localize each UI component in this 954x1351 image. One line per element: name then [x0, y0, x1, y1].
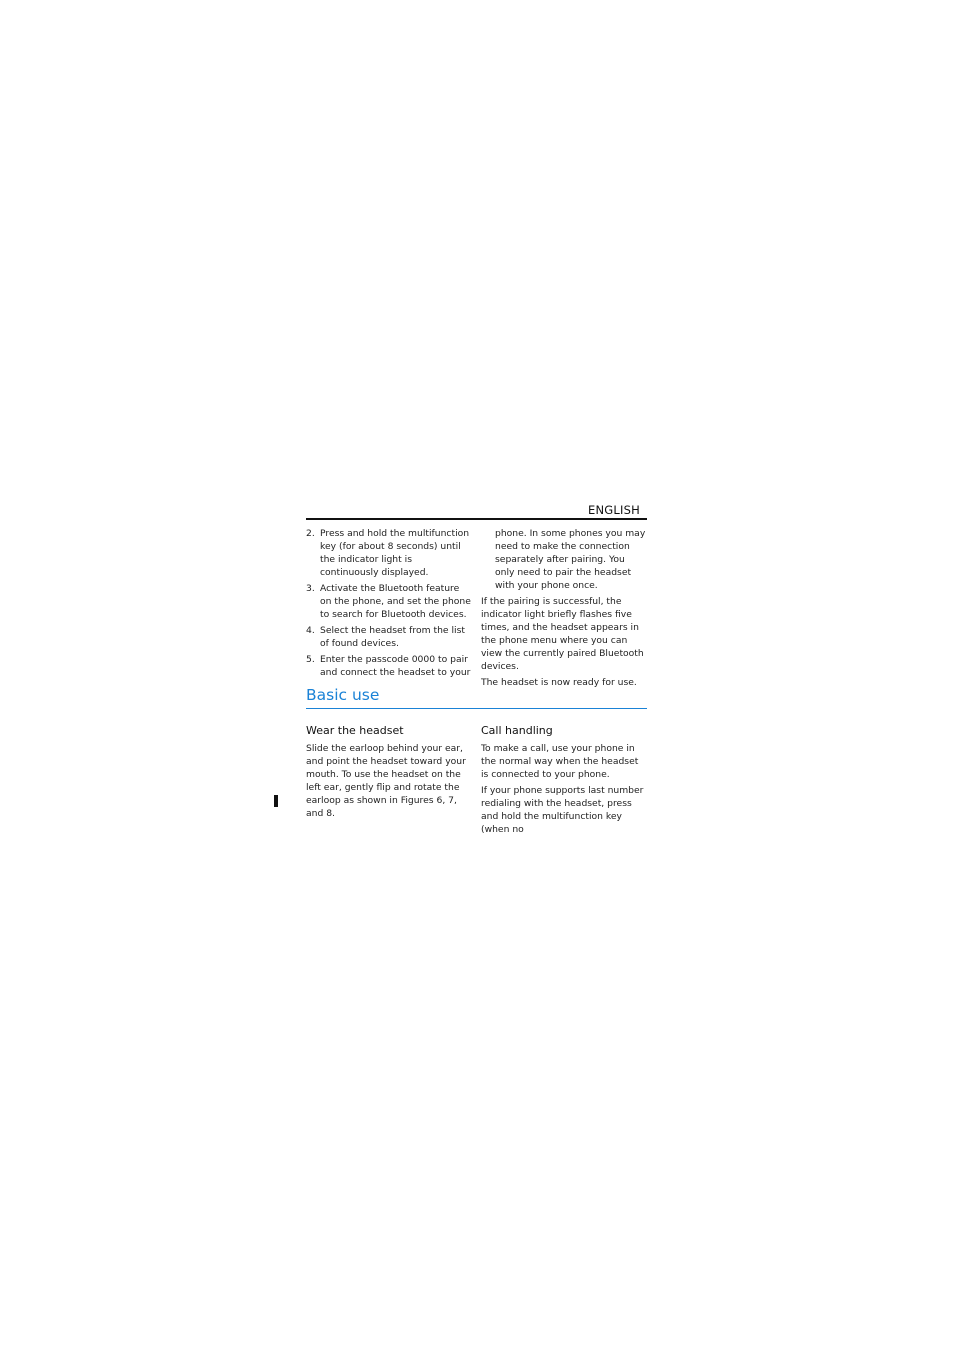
list-item — [306, 527, 472, 579]
step-text: Press and hold the multifunction key (for about 8 seconds) until the indicator light is continuously displayed. — [320, 528, 470, 578]
list-item — [306, 582, 472, 621]
step-text: Activate the Bluetooth feature on the phone, and set the phone to search for Bluetooth devices. — [320, 583, 471, 620]
call-handling-heading: Call handling — [481, 724, 553, 737]
step-text: Select the headset from the list of found devices. — [320, 625, 465, 649]
right-column — [481, 527, 647, 692]
list-item — [306, 653, 472, 679]
step-text: Enter the passcode 0000 to pair and connect the headset to your — [320, 654, 471, 678]
section-title: Basic use — [306, 686, 380, 704]
wear-headset-body: Slide the earloop behind your ear, and point the headset toward your mouth. To use the headset on the left ear, gently flip and rotate the earloop as shown in Figures 6, 7, and 8. — [306, 743, 466, 819]
step-number: 3. — [306, 583, 315, 594]
step-number: 5. — [306, 654, 315, 665]
ready-paragraph: The headset is now ready for use. — [481, 677, 637, 688]
step-5-continuation: phone. In some phones you may need to make the connection separately after pairing. You only need to pair the headset with your phone once. — [495, 528, 646, 591]
pairing-success-paragraph: If the pairing is successful, the indicator light briefly flashes five times, and the headset appears in the phone menu where you can view the currently paired Bluetooth devices. — [481, 596, 644, 672]
wear-headset-heading: Wear the headset — [306, 724, 404, 737]
change-bar-marker — [274, 795, 278, 807]
call-handling-section — [481, 724, 647, 839]
section-divider — [306, 708, 647, 709]
pairing-steps-list — [306, 527, 472, 682]
list-item — [306, 624, 472, 650]
header-divider — [306, 518, 647, 520]
wear-headset-section — [306, 724, 472, 823]
step-number: 2. — [306, 528, 315, 539]
call-handling-paragraph-2: If your phone supports last number redialing with the headset, press and hold the multifunction key (when no — [481, 785, 644, 835]
step-number: 4. — [306, 625, 315, 636]
language-header: ENGLISH — [588, 503, 640, 517]
call-handling-paragraph-1: To make a call, use your phone in the normal way when the headset is connected to your phone. — [481, 743, 639, 780]
